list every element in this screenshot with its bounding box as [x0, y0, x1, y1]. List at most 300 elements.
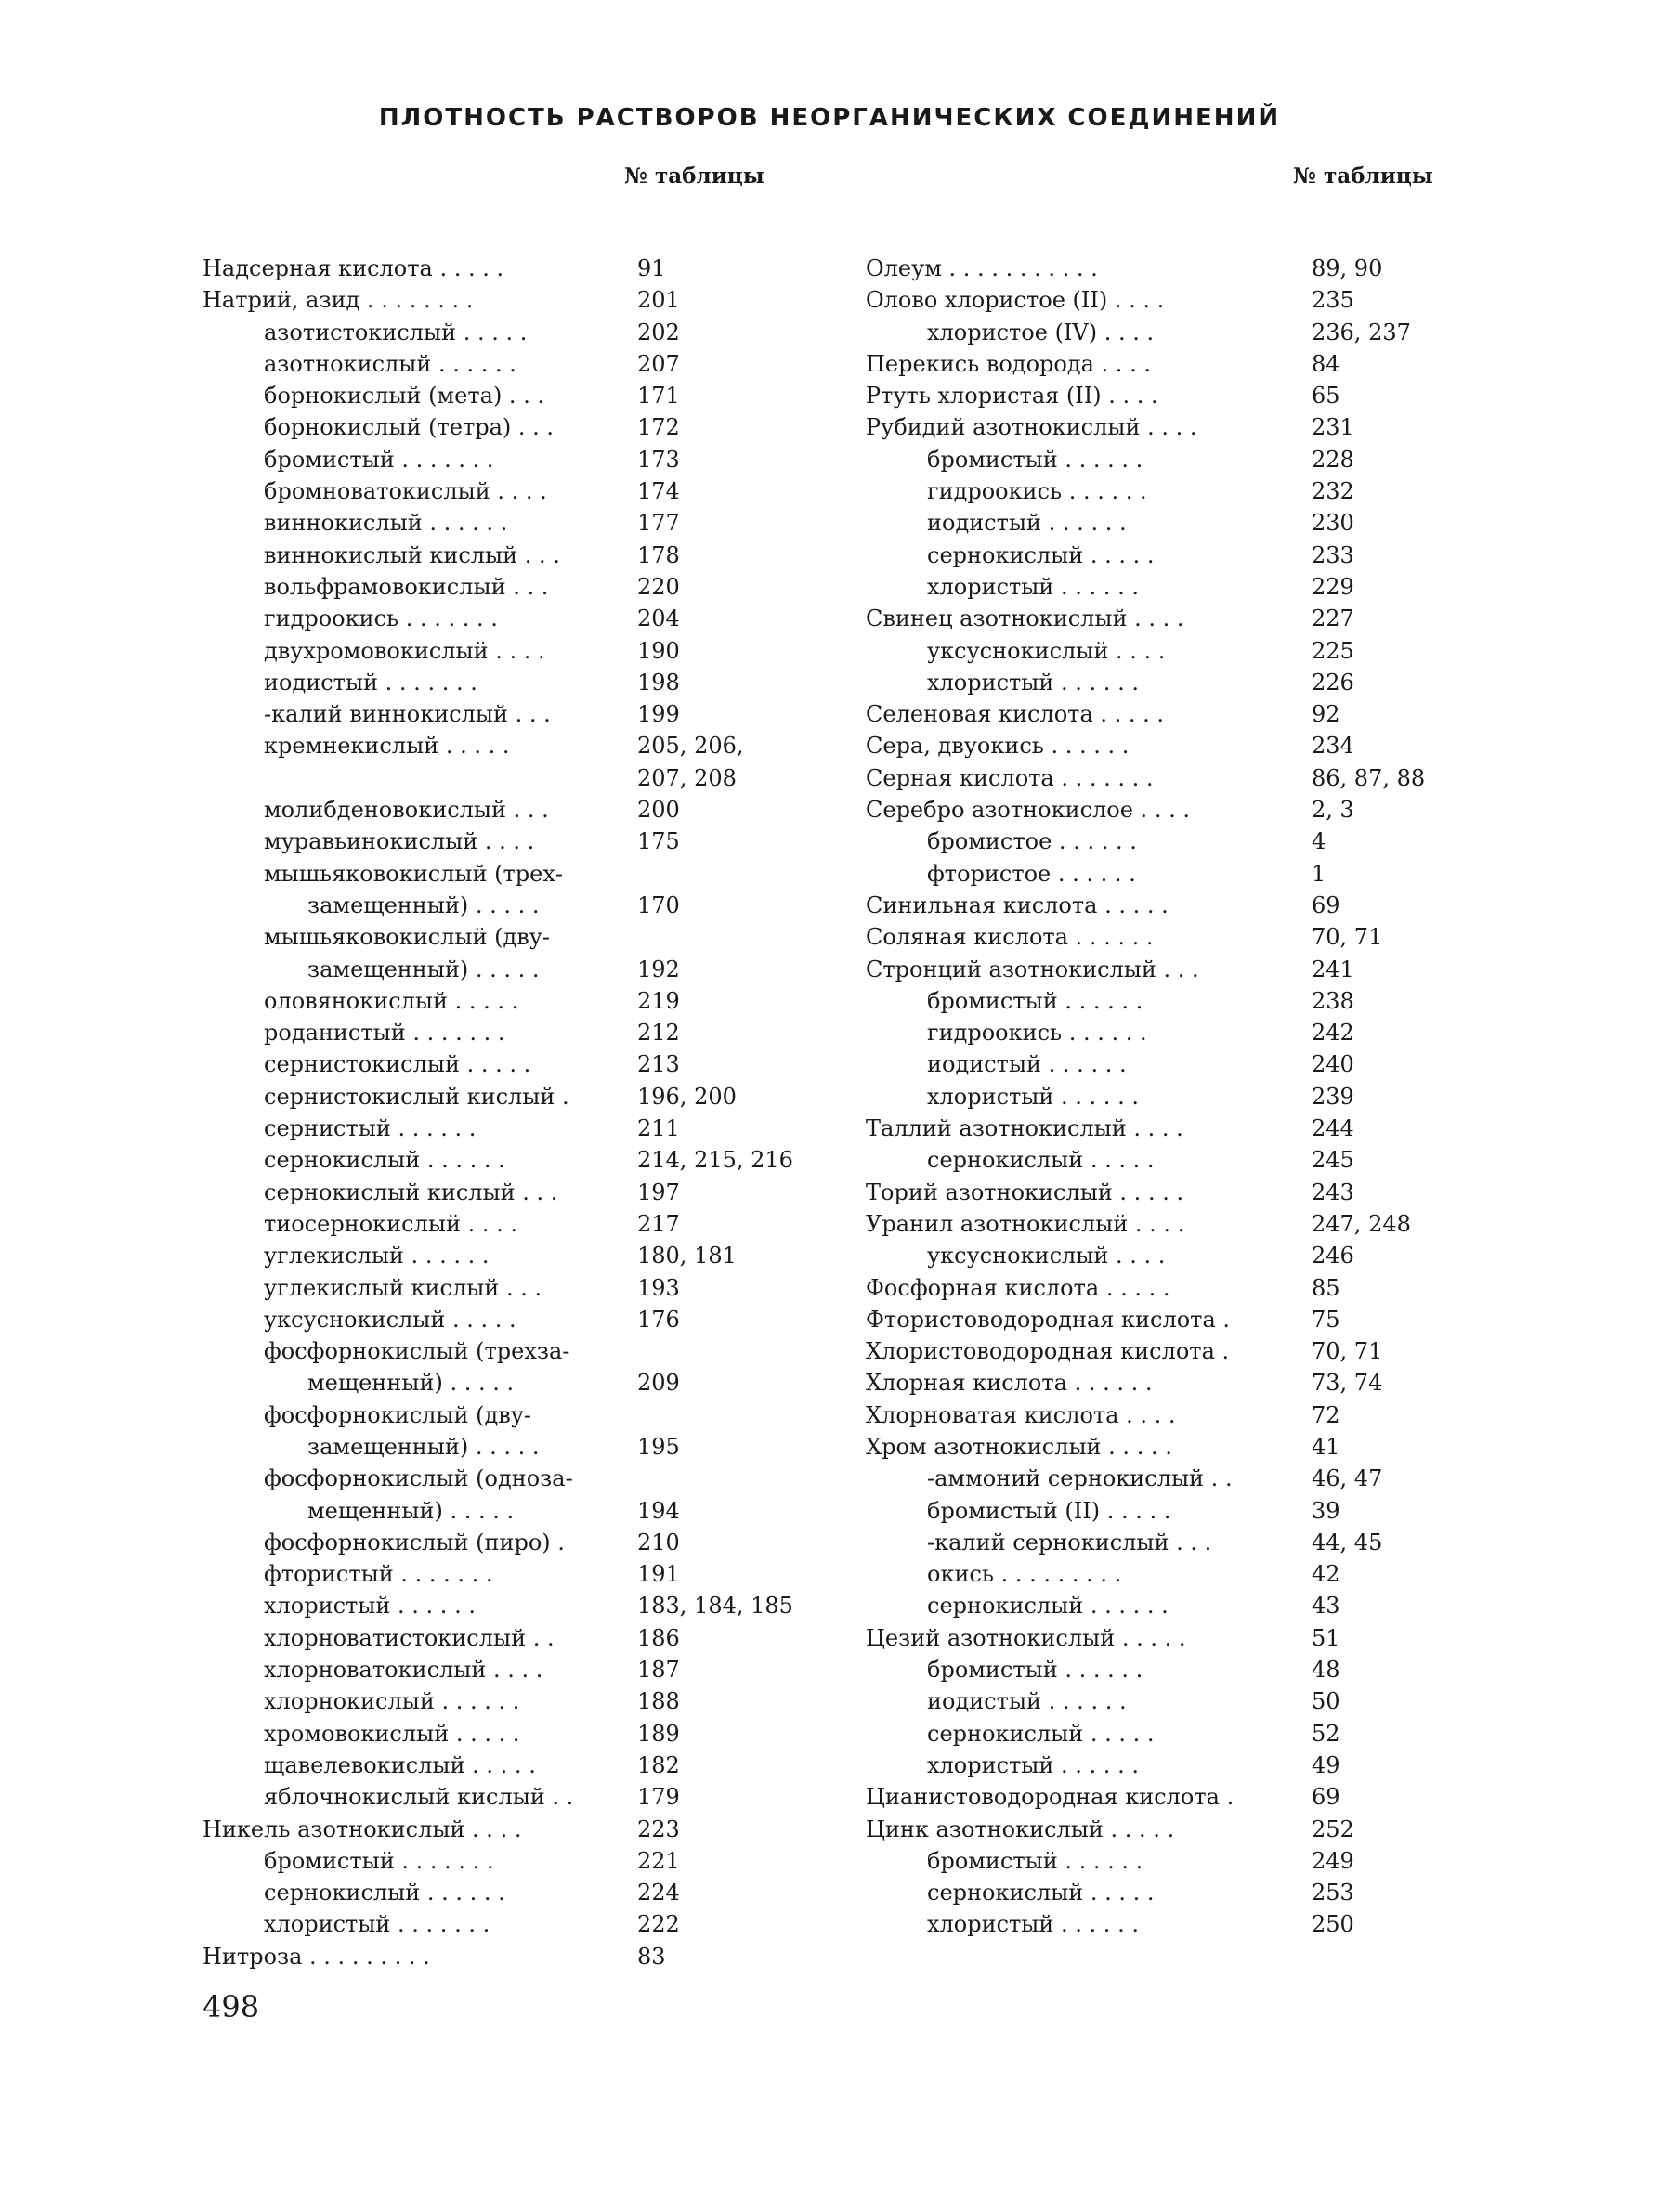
- entry-name: роданистый . . . . . . .: [264, 1020, 505, 1047]
- entry-name: иодистый . . . . . .: [927, 1051, 1127, 1078]
- entry-name: хлорноватокислый . . . .: [264, 1657, 543, 1684]
- table-number: 252: [1312, 1815, 1354, 1842]
- table-number: 243: [1312, 1178, 1354, 1205]
- entry-name: вольфрамовокислый . . .: [264, 573, 549, 600]
- entry-name: Серебро азотнокислое . . . .: [866, 797, 1190, 824]
- entry-name: уксуснокислый . . . .: [927, 637, 1166, 664]
- table-number: 183, 184, 185: [637, 1593, 793, 1620]
- index-entry: [202, 985, 797, 1017]
- entry-name: Надсерная кислота . . . . .: [202, 255, 504, 281]
- table-number: 233: [1312, 541, 1354, 568]
- index-entry: [866, 380, 1442, 411]
- table-number: 224: [637, 1880, 680, 1906]
- index-entry: [202, 1685, 797, 1717]
- table-number: 65: [1312, 383, 1340, 410]
- table-number: 182: [637, 1751, 680, 1778]
- index-entry: [866, 284, 1442, 316]
- entry-name: фосфорнокислый (трехза-: [264, 1338, 570, 1365]
- index-entry: [202, 794, 797, 826]
- index-entry: [866, 571, 1442, 603]
- table-number: 52: [1312, 1720, 1340, 1747]
- table-number: 225: [1312, 637, 1354, 664]
- entry-name: оловянокислый . . . . .: [264, 987, 519, 1014]
- index-entry: [866, 890, 1442, 921]
- table-number: 219: [637, 987, 680, 1014]
- table-number: 220: [637, 573, 680, 600]
- index-entry: [866, 475, 1442, 507]
- table-number: 70, 71: [1312, 1338, 1383, 1365]
- index-entry: [202, 1941, 797, 1972]
- entry-name: хлористый . . . . . .: [927, 1083, 1139, 1110]
- index-entry: [866, 1590, 1442, 1621]
- index-entry: [202, 1304, 797, 1335]
- index-entry: [866, 826, 1442, 857]
- table-number: 199: [637, 701, 680, 728]
- entry-name: Олеум . . . . . . . . . . .: [866, 255, 1098, 281]
- table-number: 188: [637, 1688, 680, 1715]
- table-number: 4: [1312, 828, 1326, 855]
- entry-name: гидроокись . . . . . .: [927, 1020, 1147, 1047]
- entry-name: Торий азотнокислый . . . . .: [866, 1178, 1184, 1205]
- table-number: 176: [637, 1306, 680, 1333]
- table-number: 242: [1312, 1020, 1354, 1047]
- index-entry: [202, 1017, 797, 1048]
- index-entry: [866, 253, 1442, 284]
- table-number: 212: [637, 1020, 680, 1047]
- table-number: 217: [637, 1210, 680, 1237]
- entry-name: Хлорноватая кислота . . . .: [866, 1401, 1176, 1428]
- index-entry: [202, 1177, 797, 1208]
- index-entry: [866, 635, 1442, 667]
- index-entry: [202, 1431, 797, 1463]
- entry-name: Фтористоводородная кислота .: [866, 1306, 1231, 1333]
- index-entry: [202, 603, 797, 634]
- index-entry: [202, 507, 797, 539]
- entry-name: Никель азотнокислый . . . .: [202, 1815, 522, 1842]
- index-entry: [202, 1495, 797, 1527]
- index-entry: [866, 1750, 1442, 1781]
- table-number: 42: [1312, 1561, 1340, 1588]
- table-number: 172: [637, 414, 680, 441]
- entry-name: борнокислый (тетра) . . .: [264, 414, 555, 441]
- entry-name: замещенный) . . . . .: [307, 891, 540, 918]
- entry-name: сернокислый . . . . . .: [264, 1147, 505, 1174]
- table-number: 48: [1312, 1657, 1340, 1684]
- entry-name: хлористое (IV) . . . .: [927, 319, 1155, 345]
- index-entry: [866, 1685, 1442, 1717]
- table-number: 207, 208: [637, 764, 737, 791]
- index-entry: [202, 826, 797, 857]
- entry-name: кремнекислый . . . . .: [264, 733, 510, 760]
- entry-name: замещенный) . . . . .: [307, 1433, 540, 1460]
- entry-name: хлористый . . . . . .: [927, 669, 1139, 696]
- entry-name: сернокислый кислый . . .: [264, 1178, 558, 1205]
- entry-name: Хлористоводородная кислота .: [866, 1338, 1230, 1365]
- index-entry: [202, 1908, 797, 1940]
- index-entry: [866, 1814, 1442, 1845]
- table-number: 195: [637, 1433, 680, 1460]
- table-number: 193: [637, 1274, 680, 1301]
- table-number: 70, 71: [1312, 924, 1383, 951]
- index-entry: [202, 921, 797, 953]
- table-number: 213: [637, 1051, 680, 1078]
- left-index-column: [202, 253, 797, 1972]
- entry-name: виннокислый кислый . . .: [264, 541, 560, 568]
- index-entry: [202, 1367, 797, 1399]
- entry-name: сернокислый . . . . .: [927, 541, 1155, 568]
- index-entry: [866, 1654, 1442, 1685]
- index-entry: [866, 1399, 1442, 1431]
- index-entry: [202, 444, 797, 475]
- index-entry: [202, 348, 797, 380]
- index-entry: [202, 317, 797, 348]
- table-number: 86, 87, 88: [1312, 764, 1426, 791]
- index-entry: [202, 1144, 797, 1176]
- index-entry: [866, 1081, 1442, 1113]
- table-number: 51: [1312, 1624, 1340, 1651]
- table-number: 75: [1312, 1306, 1340, 1333]
- index-entry: [202, 1781, 797, 1813]
- entry-name: -калий сернокислый . . .: [927, 1529, 1212, 1555]
- table-number: 241: [1312, 956, 1354, 982]
- table-number: 229: [1312, 573, 1354, 600]
- index-entry: [866, 1877, 1442, 1908]
- table-number: 69: [1312, 891, 1340, 918]
- table-number: 244: [1312, 1115, 1354, 1142]
- entry-name: Цезий азотнокислый . . . . .: [866, 1624, 1186, 1651]
- entry-name: сернокислый . . . . .: [927, 1880, 1155, 1906]
- index-entry: [866, 1908, 1442, 1940]
- index-entry: [202, 762, 797, 794]
- index-entry: [866, 762, 1442, 794]
- right-index-column: [866, 253, 1442, 1941]
- table-number: 89, 90: [1312, 255, 1383, 281]
- table-number: 2, 3: [1312, 797, 1354, 824]
- entry-name: Стронций азотнокислый . . .: [866, 956, 1199, 982]
- index-entry: [202, 730, 797, 761]
- table-number: 44, 45: [1312, 1529, 1383, 1555]
- index-entry: [202, 1622, 797, 1654]
- entry-name: муравьинокислый . . . .: [264, 828, 535, 855]
- index-entry: [866, 1527, 1442, 1558]
- table-number: 209: [637, 1370, 680, 1397]
- entry-name: мышьяковокислый (дву-: [264, 924, 550, 951]
- entry-name: хлористый . . . . . .: [927, 1751, 1139, 1778]
- entry-name: сернистокислый кислый .: [264, 1083, 569, 1110]
- table-number: 231: [1312, 414, 1354, 441]
- index-entry: [866, 1144, 1442, 1176]
- index-entry: [202, 1399, 797, 1431]
- table-number: 50: [1312, 1688, 1340, 1715]
- table-number: 92: [1312, 701, 1340, 728]
- entry-name: бромистый . . . . . .: [927, 1847, 1143, 1874]
- index-entry: [866, 348, 1442, 380]
- index-entry: [202, 890, 797, 921]
- index-entry: [202, 284, 797, 316]
- table-number: 221: [637, 1847, 680, 1874]
- table-number: 85: [1312, 1274, 1340, 1301]
- entry-name: иодистый . . . . . .: [927, 510, 1127, 537]
- table-number: 46, 47: [1312, 1465, 1383, 1492]
- index-entry: [866, 317, 1442, 348]
- index-entry: [866, 540, 1442, 571]
- index-entry: [202, 954, 797, 985]
- table-number: 198: [637, 669, 680, 696]
- entry-name: щавелевокислый . . . . .: [264, 1751, 536, 1778]
- entry-name: хлорноватистокислый . .: [264, 1624, 555, 1651]
- table-number: 73, 74: [1312, 1370, 1383, 1397]
- index-entry: [866, 794, 1442, 826]
- index-entry: [866, 921, 1442, 953]
- index-entry: [202, 1718, 797, 1750]
- entry-name: окись . . . . . . . . .: [927, 1561, 1122, 1588]
- entry-name: углекислый . . . . . .: [264, 1243, 490, 1269]
- entry-name: азотистокислый . . . . .: [264, 319, 528, 345]
- entry-name: уксуснокислый . . . .: [927, 1243, 1166, 1269]
- entry-name: бромистый . . . . . . .: [264, 1847, 494, 1874]
- table-number: 211: [637, 1115, 680, 1142]
- entry-name: мышьяковокислый (трех-: [264, 860, 563, 887]
- entry-name: -калий виннокислый . . .: [264, 701, 551, 728]
- table-number: 194: [637, 1497, 680, 1524]
- index-entry: [202, 1750, 797, 1781]
- index-entry: [202, 1845, 797, 1877]
- entry-name: Перекись водорода . . . .: [866, 350, 1151, 377]
- index-entry: [202, 380, 797, 411]
- index-entry: [866, 1208, 1442, 1240]
- index-entry: [202, 1463, 797, 1494]
- index-entry: [866, 1240, 1442, 1271]
- entry-name: бромноватокислый . . . .: [264, 478, 547, 505]
- entry-name: Натрий, азид . . . . . . . .: [202, 287, 474, 314]
- index-entry: [202, 571, 797, 603]
- entry-name: Серная кислота . . . . . . .: [866, 764, 1154, 791]
- table-number: 204: [637, 605, 680, 632]
- entry-name: виннокислый . . . . . .: [264, 510, 508, 537]
- table-number: 210: [637, 1529, 680, 1555]
- index-entry: [202, 1877, 797, 1908]
- left-column-header: № таблицы: [624, 163, 764, 189]
- index-entry: [866, 1272, 1442, 1304]
- table-number: 232: [1312, 478, 1354, 505]
- entry-name: сернокислый . . . . .: [927, 1720, 1155, 1747]
- index-entry: [866, 1367, 1442, 1399]
- entry-name: замещенный) . . . . .: [307, 956, 540, 982]
- table-number: 214, 215, 216: [637, 1147, 793, 1174]
- entry-name: Сера, двуокись . . . . . .: [866, 733, 1130, 760]
- entry-name: бромистый . . . . . .: [927, 1657, 1143, 1684]
- table-number: 246: [1312, 1243, 1354, 1269]
- entry-name: Хром азотнокислый . . . . .: [866, 1433, 1172, 1460]
- entry-name: азотнокислый . . . . . .: [264, 350, 516, 377]
- table-number: 205, 206,: [637, 733, 744, 760]
- entry-name: фтористое . . . . . .: [927, 860, 1136, 887]
- table-number: 245: [1312, 1147, 1354, 1174]
- index-entry: [866, 1177, 1442, 1208]
- table-number: 228: [1312, 446, 1354, 473]
- index-entry: [866, 1845, 1442, 1877]
- index-entry: [866, 603, 1442, 634]
- index-entry: [866, 667, 1442, 698]
- entry-name: гидроокись . . . . . .: [927, 478, 1147, 505]
- index-entry: [866, 1781, 1442, 1813]
- entry-name: Нитроза . . . . . . . . .: [202, 1943, 430, 1970]
- table-number: 235: [1312, 287, 1354, 314]
- table-number: 187: [637, 1657, 680, 1684]
- entry-name: сернокислый . . . . .: [927, 1147, 1155, 1174]
- table-number: 240: [1312, 1051, 1354, 1078]
- entry-name: Свинец азотнокислый . . . .: [866, 605, 1184, 632]
- index-entry: [202, 1081, 797, 1113]
- index-entry: [202, 1208, 797, 1240]
- table-number: 227: [1312, 605, 1354, 632]
- index-entry: [866, 1431, 1442, 1463]
- table-number: 253: [1312, 1880, 1354, 1906]
- index-entry: [866, 1495, 1442, 1527]
- index-entry: [866, 1048, 1442, 1080]
- index-entry: [866, 985, 1442, 1017]
- entry-name: борнокислый (мета) . . .: [264, 383, 545, 410]
- table-number: 230: [1312, 510, 1354, 537]
- entry-name: Уранил азотнокислый . . . .: [866, 1210, 1185, 1237]
- page-number: 498: [202, 1989, 260, 2024]
- index-entry: [866, 730, 1442, 761]
- table-number: 179: [637, 1784, 680, 1811]
- table-number: 180, 181: [637, 1243, 737, 1269]
- entry-name: Фосфорная кислота . . . . .: [866, 1274, 1170, 1301]
- entry-name: хлористый . . . . . .: [927, 1911, 1139, 1938]
- entry-name: фосфорнокислый (пиро) .: [264, 1529, 565, 1555]
- table-number: 226: [1312, 669, 1354, 696]
- index-entry: [866, 1304, 1442, 1335]
- entry-name: хлористый . . . . . .: [264, 1593, 476, 1620]
- index-entry: [866, 1622, 1442, 1654]
- table-number: 190: [637, 637, 680, 664]
- entry-name: сернокислый . . . . . .: [264, 1880, 505, 1906]
- entry-name: бромистый . . . . . . .: [264, 446, 494, 473]
- entry-name: иодистый . . . . . . .: [264, 669, 477, 696]
- entry-name: Цинк азотнокислый . . . . .: [866, 1815, 1175, 1842]
- index-entry: [866, 411, 1442, 443]
- index-entry: [202, 1335, 797, 1367]
- page-title: ПЛОТНОСТЬ РАСТВОРОВ НЕОРГАНИЧЕСКИХ СОЕДИНЕНИЙ: [378, 104, 1281, 132]
- table-number: 223: [637, 1815, 680, 1842]
- table-number: 91: [637, 255, 666, 281]
- index-entry: [866, 954, 1442, 985]
- index-entry: [202, 253, 797, 284]
- entry-name: иодистый . . . . . .: [927, 1688, 1127, 1715]
- table-number: 170: [637, 891, 680, 918]
- entry-name: углекислый кислый . . .: [264, 1274, 542, 1301]
- table-number: 43: [1312, 1593, 1340, 1620]
- table-number: 174: [637, 478, 680, 505]
- entry-name: хлористый . . . . . . .: [264, 1911, 490, 1938]
- entry-name: Рубидий азотнокислый . . . .: [866, 414, 1197, 441]
- table-number: 234: [1312, 733, 1354, 760]
- index-entry: [866, 698, 1442, 730]
- entry-name: бромистый . . . . . .: [927, 987, 1143, 1014]
- entry-name: тиосернокислый . . . .: [264, 1210, 517, 1237]
- table-number: 192: [637, 956, 680, 982]
- table-number: 250: [1312, 1911, 1354, 1938]
- entry-name: бромистый (II) . . . . .: [927, 1497, 1171, 1524]
- index-entry: [866, 858, 1442, 890]
- index-entry: [866, 1718, 1442, 1750]
- entry-name: мещенный) . . . . .: [307, 1370, 515, 1397]
- entry-name: сернистый . . . . . .: [264, 1115, 477, 1142]
- table-number: 238: [1312, 987, 1354, 1014]
- table-number: 202: [637, 319, 680, 345]
- index-entry: [202, 1654, 797, 1685]
- index-entry: [202, 1113, 797, 1144]
- table-number: 83: [637, 1943, 666, 1970]
- entry-name: сернокислый . . . . . .: [927, 1593, 1169, 1620]
- table-number: 222: [637, 1911, 680, 1938]
- entry-name: молибденовокислый . . .: [264, 797, 549, 824]
- entry-name: Синильная кислота . . . . .: [866, 891, 1169, 918]
- index-entry: [202, 475, 797, 507]
- entry-name: Ртуть хлористая (II) . . . .: [866, 383, 1158, 410]
- entry-name: Соляная кислота . . . . . .: [866, 924, 1154, 951]
- index-entry: [202, 858, 797, 890]
- index-entry: [202, 698, 797, 730]
- entry-name: яблочнокислый кислый . .: [264, 1784, 574, 1811]
- entry-name: сернистокислый . . . . .: [264, 1051, 531, 1078]
- table-number: 84: [1312, 350, 1340, 377]
- table-number: 175: [637, 828, 680, 855]
- index-entry: [866, 507, 1442, 539]
- table-number: 189: [637, 1720, 680, 1747]
- entry-name: хромовокислый . . . . .: [264, 1720, 520, 1747]
- index-entry: [202, 540, 797, 571]
- entry-name: двухромовокислый . . . .: [264, 637, 545, 664]
- index-entry: [202, 1527, 797, 1558]
- entry-name: хлористый . . . . . .: [927, 573, 1139, 600]
- entry-name: мещенный) . . . . .: [307, 1497, 515, 1524]
- entry-name: фосфорнокислый (одноза-: [264, 1465, 573, 1492]
- table-number: 178: [637, 541, 680, 568]
- table-number: 200: [637, 797, 680, 824]
- index-entry: [202, 667, 797, 698]
- entry-name: фосфорнокислый (дву-: [264, 1401, 532, 1428]
- index-entry: [866, 1463, 1442, 1494]
- table-number: 72: [1312, 1401, 1340, 1428]
- table-number: 177: [637, 510, 680, 537]
- table-number: 69: [1312, 1784, 1340, 1811]
- index-entry: [202, 635, 797, 667]
- table-number: 196, 200: [637, 1083, 737, 1110]
- table-number: 49: [1312, 1751, 1340, 1778]
- table-number: 247, 248: [1312, 1210, 1411, 1237]
- entry-name: бромистый . . . . . .: [927, 446, 1143, 473]
- table-number: 207: [637, 350, 680, 377]
- index-entry: [202, 1272, 797, 1304]
- table-number: 171: [637, 383, 680, 410]
- table-number: 1: [1312, 860, 1326, 887]
- entry-name: фтористый . . . . . . .: [264, 1561, 493, 1588]
- table-number: 236, 237: [1312, 319, 1411, 345]
- table-number: 39: [1312, 1497, 1340, 1524]
- table-number: 173: [637, 446, 680, 473]
- entry-name: -аммоний сернокислый . .: [927, 1465, 1233, 1492]
- entry-name: бромистое . . . . . .: [927, 828, 1137, 855]
- index-entry: [866, 1558, 1442, 1590]
- table-number: 41: [1312, 1433, 1340, 1460]
- entry-name: Олово хлористое (II) . . . .: [866, 287, 1165, 314]
- entry-name: Таллий азотнокислый . . . .: [866, 1115, 1183, 1142]
- index-entry: [202, 411, 797, 443]
- entry-name: Хлорная кислота . . . . . .: [866, 1370, 1153, 1397]
